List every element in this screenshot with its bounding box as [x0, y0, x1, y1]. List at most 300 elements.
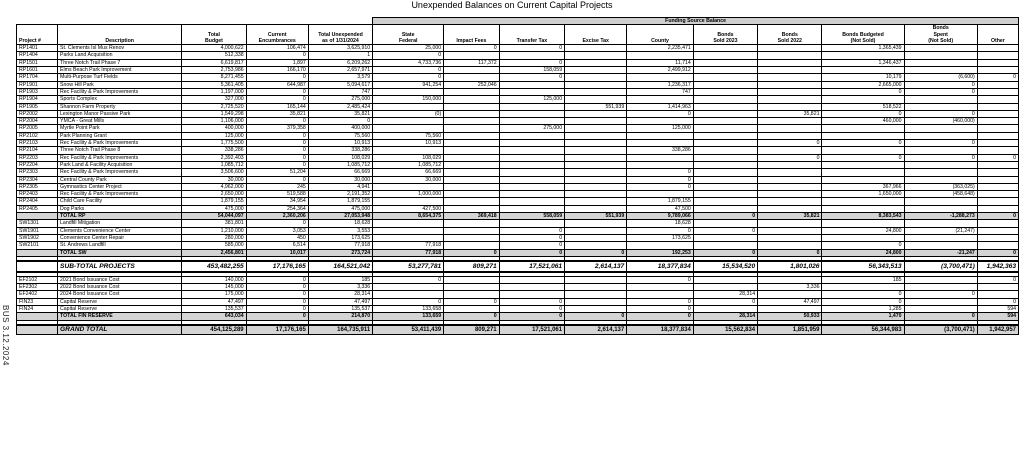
table-cell: [758, 132, 822, 139]
table-cell: 15,534,520: [693, 261, 757, 272]
table-cell: [444, 161, 499, 168]
table-cell: 166,170: [246, 67, 308, 74]
table-cell: 0: [693, 213, 757, 220]
table-row: [17, 147, 1019, 154]
table-cell: [499, 291, 564, 298]
table-cell: 2,191,352: [308, 191, 372, 198]
table-cell: [444, 125, 499, 132]
table-cell: 0: [246, 161, 308, 168]
table-cell: 1,085,712: [373, 161, 444, 168]
table-cell: RP1901: [17, 81, 58, 88]
table-cell: 0: [246, 298, 308, 305]
table-cell: [444, 169, 499, 176]
table-cell: 2,614,137: [565, 261, 627, 272]
table-cell: [627, 191, 694, 198]
table-cell: [499, 161, 564, 168]
table-cell: Rec Facility & Park Improvements: [58, 88, 182, 95]
funding-source-header: Funding Source Balance: [373, 18, 1019, 25]
table-cell: GRAND TOTAL: [58, 325, 182, 335]
table-cell: 1,650,000: [822, 191, 904, 198]
table-cell: [693, 147, 757, 154]
table-cell: [822, 220, 904, 227]
table-cell: [693, 59, 757, 66]
table-cell: 0: [499, 313, 564, 320]
table-cell: [758, 59, 822, 66]
table-cell: 809,271: [444, 261, 499, 272]
table-cell: [565, 176, 627, 183]
table-cell: 0: [246, 147, 308, 154]
table-cell: 2,650,000: [182, 191, 246, 198]
table-cell: [565, 96, 627, 103]
table-cell: [822, 147, 904, 154]
table-cell: [444, 118, 499, 125]
table-cell: 0: [246, 313, 308, 320]
table-cell: Shannon Farm Property: [58, 103, 182, 110]
capital-projects-table: [16, 17, 1019, 335]
table-cell: 0: [693, 227, 757, 234]
table-cell: 4,000,622: [182, 45, 246, 52]
col-project: Project #: [17, 25, 58, 45]
table-cell: 53,277,781: [373, 261, 444, 272]
table-cell: [977, 118, 1018, 125]
table-cell: [444, 198, 499, 205]
table-cell: 0: [499, 59, 564, 66]
table-cell: [904, 276, 977, 283]
table-cell: SW1901: [17, 227, 58, 234]
table-cell: [758, 118, 822, 125]
table-cell: [693, 110, 757, 117]
table-cell: RP2002: [17, 110, 58, 117]
table-cell: 0: [246, 220, 308, 227]
col-impact-fees: Impact Fees: [444, 25, 499, 45]
table-cell: 165,144: [246, 103, 308, 110]
table-cell: 1,346,437: [822, 59, 904, 66]
table-cell: 0: [904, 291, 977, 298]
table-cell: [627, 52, 694, 59]
table-cell: [499, 132, 564, 139]
table-cell: [693, 191, 757, 198]
table-cell: 28,314: [693, 313, 757, 320]
table-cell: 0: [499, 234, 564, 241]
table-cell: [444, 74, 499, 81]
table-cell: [444, 191, 499, 198]
table-cell: 0: [373, 67, 444, 74]
table-row: [17, 59, 1019, 66]
table-cell: RP2004: [17, 118, 58, 125]
table-cell: 0: [758, 140, 822, 147]
table-cell: Rec Facility & Park Improvements: [58, 154, 182, 161]
table-cell: 56,344,983: [822, 325, 904, 335]
table-cell: [565, 125, 627, 132]
col-current-enc: Current Encumbrances: [246, 25, 308, 45]
table-cell: SW2101: [17, 242, 58, 249]
table-cell: [904, 176, 977, 183]
table-cell: 1,851,959: [758, 325, 822, 335]
table-cell: RP2005: [17, 125, 58, 132]
table-cell: 2,725,520: [182, 103, 246, 110]
table-cell: 2,392,403: [182, 154, 246, 161]
table-cell: [977, 103, 1018, 110]
table-cell: RP1404: [17, 52, 58, 59]
table-cell: [904, 169, 977, 176]
table-cell: [444, 284, 499, 291]
table-cell: (3,700,471): [904, 261, 977, 272]
table-cell: 0: [627, 313, 694, 320]
table-cell: 27,053,948: [308, 213, 372, 220]
table-cell: 164,735,911: [308, 325, 372, 335]
table-cell: [822, 169, 904, 176]
table-cell: 8,654,375: [373, 213, 444, 220]
table-cell: 28,314: [693, 291, 757, 298]
table-row: [17, 52, 1019, 59]
table-cell: [627, 284, 694, 291]
table-cell: TOTAL RP: [58, 213, 182, 220]
table-cell: Multi-Purpose Turf Fields: [58, 74, 182, 81]
table-cell: RP2305: [17, 183, 58, 190]
table-cell: 50,933: [758, 313, 822, 320]
table-cell: 0: [627, 169, 694, 176]
table-cell: 77,918: [373, 249, 444, 256]
table-cell: [565, 88, 627, 95]
table-cell: [693, 81, 757, 88]
table-cell: 47,497: [758, 298, 822, 305]
table-cell: RP2303: [17, 169, 58, 176]
table-cell: [565, 198, 627, 205]
table-cell: 585,000: [182, 242, 246, 249]
table-cell: 0: [246, 154, 308, 161]
table-cell: 25,000: [373, 45, 444, 52]
table-cell: [693, 74, 757, 81]
table-row: [17, 191, 1019, 198]
table-cell: [565, 59, 627, 66]
table-cell: 66,669: [373, 169, 444, 176]
table-cell: [627, 242, 694, 249]
table-row: [17, 220, 1019, 227]
table-cell: [499, 205, 564, 212]
table-cell: 327,000: [182, 96, 246, 103]
table-cell: RP2104: [17, 147, 58, 154]
table-cell: [904, 103, 977, 110]
table-cell: 0: [246, 291, 308, 298]
table-cell: 17,521,061: [499, 325, 564, 335]
table-cell: [499, 169, 564, 176]
table-cell: [977, 198, 1018, 205]
table-cell: 30,000: [373, 176, 444, 183]
table-cell: [373, 125, 444, 132]
table-cell: (21,247): [904, 227, 977, 234]
col-total-unexpended: Total Unexpended as of 1/31/2024: [308, 25, 372, 45]
table-cell: 0: [246, 74, 308, 81]
table-cell: 0: [822, 140, 904, 147]
table-row: [17, 242, 1019, 249]
table-cell: [17, 261, 58, 272]
table-cell: 1,197,000: [182, 88, 246, 95]
table-cell: 0: [246, 284, 308, 291]
table-cell: [822, 67, 904, 74]
table-cell: 0: [627, 276, 694, 283]
table-cell: 3,336: [758, 284, 822, 291]
table-cell: 18,628: [627, 220, 694, 227]
col-bonds-2023: Bonds Sold 2023: [693, 25, 757, 45]
table-cell: 0: [822, 110, 904, 117]
table-cell: [565, 205, 627, 212]
table-cell: 0: [822, 242, 904, 249]
table-cell: 0: [977, 74, 1018, 81]
table-cell: 3,625,910: [308, 45, 372, 52]
table-cell: [904, 284, 977, 291]
table-cell: Gymnastics Center Project: [58, 183, 182, 190]
table-cell: [822, 125, 904, 132]
table-cell: [499, 140, 564, 147]
table-cell: RP1704: [17, 74, 58, 81]
table-cell: [565, 154, 627, 161]
table-cell: [499, 81, 564, 88]
table-cell: 400,000: [182, 125, 246, 132]
table-row: [17, 74, 1019, 81]
table-cell: 0: [693, 249, 757, 256]
table-cell: [565, 220, 627, 227]
table-cell: [565, 110, 627, 117]
table-cell: SW1301: [17, 220, 58, 227]
table-cell: [444, 276, 499, 283]
table-cell: 450: [246, 234, 308, 241]
table-cell: [977, 110, 1018, 117]
grand-row: [17, 325, 1019, 335]
table-cell: 185: [308, 276, 372, 283]
table-cell: [693, 242, 757, 249]
table-cell: 0: [977, 276, 1018, 283]
table-cell: 125,000: [499, 96, 564, 103]
table-cell: 1,285: [822, 305, 904, 312]
table-cell: [693, 220, 757, 227]
table-cell: 1: [308, 52, 372, 59]
table-cell: [17, 249, 58, 256]
table-cell: 24,800: [822, 249, 904, 256]
table-cell: Park Land & Facility Acquisition: [58, 161, 182, 168]
table-cell: [693, 276, 757, 283]
table-cell: 17,176,165: [246, 325, 308, 335]
table-cell: [565, 291, 627, 298]
table-cell: [693, 88, 757, 95]
table-row: [17, 284, 1019, 291]
table-cell: 145,000: [182, 284, 246, 291]
table-cell: 5,361,405: [182, 81, 246, 88]
table-cell: 0: [499, 74, 564, 81]
table-cell: 747: [627, 88, 694, 95]
table-cell: [627, 118, 694, 125]
table-cell: Landfill Mitigation: [58, 220, 182, 227]
table-cell: [444, 227, 499, 234]
table-cell: [693, 103, 757, 110]
table-cell: [904, 220, 977, 227]
table-row: [17, 291, 1019, 298]
table-cell: 0: [904, 154, 977, 161]
table-cell: [822, 52, 904, 59]
table-cell: [904, 52, 977, 59]
table-cell: [758, 291, 822, 298]
table-cell: 0: [444, 45, 499, 52]
table-cell: RP1501: [17, 59, 58, 66]
table-cell: 54,044,097: [182, 213, 246, 220]
table-cell: [499, 154, 564, 161]
table-cell: FIN23: [17, 298, 58, 305]
table-cell: 4,962,000: [182, 183, 246, 190]
table-cell: 2022 Bond Issuance Cost: [58, 284, 182, 291]
table-cell: 0: [977, 298, 1018, 305]
table-cell: [499, 176, 564, 183]
table-cell: 173,625: [627, 234, 694, 241]
table-cell: 454,125,289: [182, 325, 246, 335]
table-cell: 1,236,317: [627, 81, 694, 88]
table-cell: [444, 220, 499, 227]
table-cell: 192,253: [627, 249, 694, 256]
table-cell: 453,482,255: [182, 261, 246, 272]
table-row: [17, 96, 1019, 103]
table-cell: [627, 132, 694, 139]
table-cell: 0: [627, 176, 694, 183]
table-cell: [499, 183, 564, 190]
table-cell: 47,497: [308, 298, 372, 305]
table-cell: TOTAL FIN RESERVE: [58, 313, 182, 320]
table-cell: [904, 234, 977, 241]
table-cell: 77,918: [373, 242, 444, 249]
table-cell: [977, 88, 1018, 95]
table-cell: 6,514: [246, 242, 308, 249]
table-row: [17, 103, 1019, 110]
table-cell: 594: [977, 313, 1018, 320]
table-cell: FIN24: [17, 305, 58, 312]
table-cell: 558,059: [499, 213, 564, 220]
table-cell: [822, 161, 904, 168]
table-cell: 117,372: [444, 59, 499, 66]
table-cell: [565, 183, 627, 190]
table-cell: [499, 284, 564, 291]
table-cell: [693, 67, 757, 74]
table-cell: 1,879,155: [627, 198, 694, 205]
table-cell: [693, 140, 757, 147]
table-cell: [444, 291, 499, 298]
table-cell: [758, 96, 822, 103]
table-cell: 275,000: [308, 96, 372, 103]
table-cell: 18,377,834: [627, 325, 694, 335]
table-cell: 0: [977, 213, 1018, 220]
total-row: [17, 249, 1019, 256]
table-cell: 3,553: [308, 227, 372, 234]
table-cell: [373, 220, 444, 227]
table-cell: 0: [499, 298, 564, 305]
table-cell: 2,499,912: [627, 67, 694, 74]
table-cell: 3,579: [308, 74, 372, 81]
table-cell: 1,106,000: [182, 118, 246, 125]
table-row: [17, 118, 1019, 125]
table-cell: (460,000): [904, 118, 977, 125]
table-cell: Snow Hill Park: [58, 81, 182, 88]
table-cell: 125,000: [627, 125, 694, 132]
table-cell: [693, 234, 757, 241]
table-row: [17, 125, 1019, 132]
table-cell: 30,000: [308, 176, 372, 183]
table-cell: 4,941: [308, 183, 372, 190]
table-cell: 1,942,957: [977, 325, 1018, 335]
table-cell: [444, 154, 499, 161]
header-row: [17, 25, 1019, 45]
table-cell: [627, 96, 694, 103]
table-cell: 643,034: [182, 313, 246, 320]
table-cell: [499, 110, 564, 117]
table-cell: 6,209,262: [308, 59, 372, 66]
table-cell: [822, 234, 904, 241]
table-cell: [822, 198, 904, 205]
table-cell: [758, 67, 822, 74]
table-row: [17, 132, 1019, 139]
table-cell: [977, 96, 1018, 103]
table-cell: 125,000: [182, 132, 246, 139]
table-cell: [904, 45, 977, 52]
table-cell: 0: [246, 88, 308, 95]
table-cell: [977, 234, 1018, 241]
table-cell: [758, 81, 822, 88]
table-row: [17, 183, 1019, 190]
table-cell: Rec Facility & Park Improvements: [58, 140, 182, 147]
table-cell: [758, 147, 822, 154]
table-cell: RP1601: [17, 67, 58, 74]
col-county: County: [627, 25, 694, 45]
table-cell: [499, 276, 564, 283]
table-cell: [565, 132, 627, 139]
table-cell: Elms Beach Park Improvement: [58, 67, 182, 74]
table-cell: 0: [246, 52, 308, 59]
table-cell: 254,364: [246, 205, 308, 212]
table-cell: St. Clements Isl Mus Renov: [58, 45, 182, 52]
table-cell: [904, 96, 977, 103]
table-cell: [373, 234, 444, 241]
table-cell: EF2102: [17, 276, 58, 283]
table-cell: [904, 198, 977, 205]
table-cell: 275,000: [499, 125, 564, 132]
table-cell: [977, 169, 1018, 176]
table-cell: [693, 132, 757, 139]
table-cell: [977, 59, 1018, 66]
table-cell: (458,648): [904, 191, 977, 198]
table-cell: 0: [246, 96, 308, 103]
table-cell: [758, 198, 822, 205]
table-cell: 2,485,424: [308, 103, 372, 110]
table-cell: [627, 74, 694, 81]
table-cell: [977, 220, 1018, 227]
table-cell: [693, 205, 757, 212]
table-cell: 158,059: [499, 67, 564, 74]
table-cell: 0: [246, 140, 308, 147]
table-cell: 140,000: [182, 276, 246, 283]
table-cell: 0: [822, 154, 904, 161]
table-cell: [693, 161, 757, 168]
table-cell: [499, 88, 564, 95]
table-cell: 35,821: [308, 110, 372, 117]
table-cell: [499, 118, 564, 125]
table-cell: [758, 169, 822, 176]
table-cell: [977, 140, 1018, 147]
table-cell: [822, 132, 904, 139]
table-cell: [758, 103, 822, 110]
table-cell: [565, 305, 627, 312]
table-cell: [565, 242, 627, 249]
table-row: [17, 88, 1019, 95]
table-cell: 77,918: [308, 242, 372, 249]
table-cell: 551,939: [565, 103, 627, 110]
table-cell: [373, 284, 444, 291]
table-row: [17, 161, 1019, 168]
table-cell: RP1903: [17, 88, 58, 95]
